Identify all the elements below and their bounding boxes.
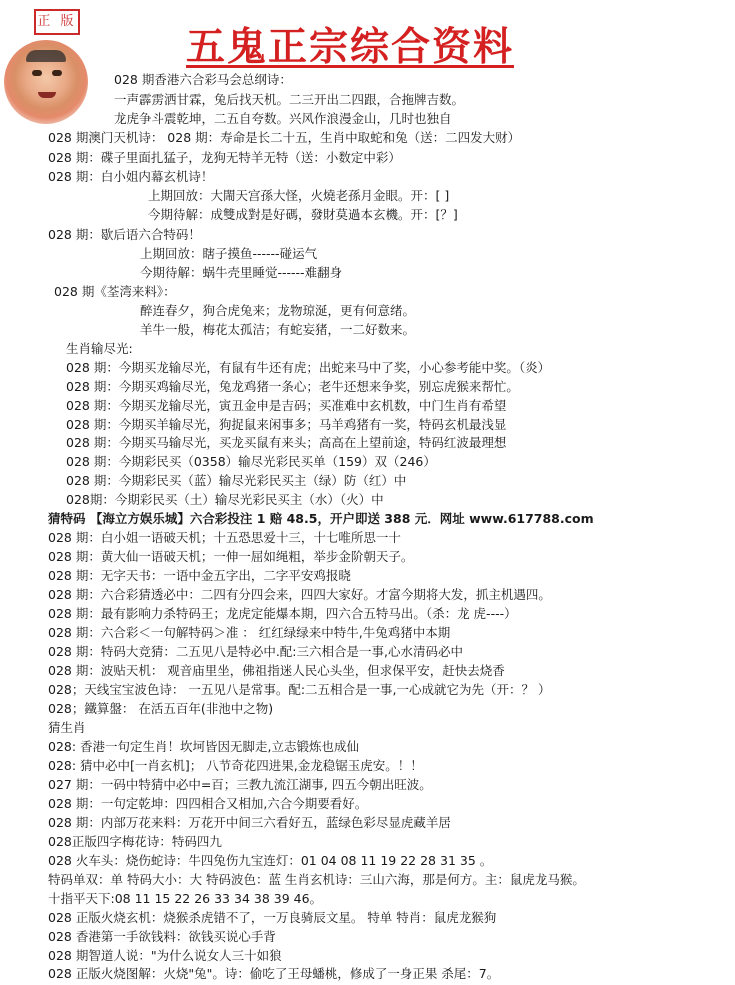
section-heading: 猜生肖 bbox=[48, 720, 86, 735]
text-line: 028: 猜中必中[一肖玄机]； 八节奇花四进果,金龙稳锯玉虎安。！！ bbox=[48, 758, 423, 773]
official-edition-badge: 正 版 bbox=[34, 9, 80, 35]
text-line: 028 期：白小姐内幕玄机诗！ bbox=[48, 169, 214, 184]
text-line: 028 期：特码大竞猜：二五见八是特必中.配:三六相合是一事,心水清码必中 bbox=[48, 644, 463, 659]
text-line: 028 期澳门天机诗： 028 期：寿命是长二十五，生肖中取蛇和兔（送：二四发大财） bbox=[48, 130, 521, 145]
text-line: 028 火车头：烧伤蛇诗：牛四兔伤九宝连灯：01 04 08 11 19 22 28 31 35 。 bbox=[48, 853, 493, 868]
avatar bbox=[4, 40, 88, 124]
text-line: 028 香港第一手欲钱料：欲钱买说心手背 bbox=[48, 929, 276, 944]
text-line: 羊牛一般，梅花太孤洁；有蛇妄猪，一二好数来。 bbox=[140, 322, 416, 337]
text-line: 028 期：六合彩＜一句解特码＞准 ： 红红绿绿来中特牛,牛兔鸡猪中本期 bbox=[48, 625, 451, 640]
text-line: 028正版四字梅花诗：特码四九 bbox=[48, 834, 222, 849]
text-line: 今期待解：成雙成對是好碼，發財莫過本玄機。开：[？] bbox=[148, 207, 458, 222]
text-line: 醉连春夕，狗合虎兔来；龙物琼涎，更有何意绪。 bbox=[140, 303, 416, 318]
text-line: 028 期：波贴天机： 观音庙里坐，佛祖指迷人民心头坐，但求保平安，赶快去烧香 bbox=[48, 663, 505, 678]
text-line: 028 期：六合彩猜透必中：二四有分四会来，四四大家好。才富今期将大发，抓主机遇四。 bbox=[48, 587, 551, 602]
text-line: 028 期《荃湾来料》： bbox=[54, 284, 176, 299]
text-line: 028 期：今期买龙输尽光，有鼠有牛还有虎；出蛇来马中了奖，小心参考能中奖。（炎） bbox=[66, 360, 551, 375]
text-line: 028 正版火烧图解：火烧"兔"。诗：偷吃了王母蟠桃，修成了一身正果 杀尾：7。 bbox=[48, 966, 500, 981]
text-line: 028 期：今期彩民买（0358）输尽光彩民买单（159）双（246） bbox=[66, 454, 436, 469]
text-line: 龙虎争斗震乾坤，二五自夸数。兴风作浪漫金山，几时也独自 bbox=[114, 111, 452, 126]
text-line: 028 期：碟子里面扎猛子，龙狗无特羊无特（送：小数定中彩） bbox=[48, 150, 401, 165]
text-line: 028 期智道人说："为什么说女人三十如狼 bbox=[48, 948, 282, 963]
text-line: 028 期：无字天书：一语中金五字出，二字平安鸡报晓 bbox=[48, 568, 351, 583]
text-line: 028 期：歇后语六合特码！ bbox=[48, 227, 201, 242]
text-line: 028 期：一句定乾坤：四四相合又相加,六合今期要看好。 bbox=[48, 796, 368, 811]
text-line: 027 期：一码中特猜中必中=百；三教九流江湖事, 四五今朝出旺波。 bbox=[48, 777, 432, 792]
avatar-hair bbox=[26, 50, 66, 62]
text-line: 特码单双：单 特码大小：大 特码波色：蓝 生肖玄机诗：三山六海，那是何方。主：鼠虎龙马猴。 bbox=[48, 872, 585, 887]
text-line: 生肖输尽光: bbox=[66, 341, 133, 356]
text-line: 028 期：今期彩民买（蓝）输尽光彩民买主（绿）防（红）中 bbox=[66, 473, 407, 488]
avatar-mouth bbox=[38, 92, 56, 98]
text-line: 上期回放：大閙天宫孫大怪，火燒老孫月金眼。开：[ ] bbox=[148, 188, 450, 203]
text-line: 028 期：内部万花来料：万花开中间三六看好五，蓝绿色彩尽显虎藏羊居 bbox=[48, 815, 451, 830]
text-line: 028 期：今期买鸡输尽光，兔龙鸡猪一条心；老牛还想来争奖，别忘虎猴来帮忙。 bbox=[66, 379, 519, 394]
avatar-eye bbox=[32, 70, 42, 76]
text-line: 028 期：黄大仙一语破天机；一伸一屈如绳粗，举步金阶朝天子。 bbox=[48, 549, 414, 564]
text-line: 028期：今期彩民买（土）输尽光彩民买主（水）（火）中 bbox=[66, 492, 384, 507]
text-line: 028 期：白小姐一语破天机；十五恐思爱十三，十七唯所思一十 bbox=[48, 530, 401, 545]
text-line: 028 期：最有影响力杀特码王；龙虎定能爆本期，四六合五特马出。（杀：龙 虎----） bbox=[48, 606, 517, 621]
text-line: 一声霹雳洒甘霖，兔后找天机。二三开出二四跟，合拖牌吉数。 bbox=[114, 92, 465, 107]
text-line: 今期待解：蜗牛壳里睡觉------难翻身 bbox=[140, 265, 343, 280]
text-line: 十指平天下:08 11 15 22 26 33 34 38 39 46。 bbox=[48, 891, 323, 906]
text-line: 028 期：今期买羊输尽光，狗捉鼠来闲事多；马羊鸡猪有一奖，特码玄机最浅显 bbox=[66, 417, 507, 432]
ad-line: 猜特码 【海立方娱乐城】六合彩投注 1 赔 48.5，开户即送 388 元．网址 www.617788.com bbox=[48, 511, 594, 526]
avatar-eye bbox=[52, 70, 62, 76]
text-line: 028: 香港一句定生肖！坎坷皆因无脚走,立志锻炼也成仙 bbox=[48, 739, 360, 754]
page-title: 五鬼正宗综合资料 bbox=[186, 25, 515, 70]
text-line: 028 正版火烧玄机：烧猴杀虎错不了，一万良骑辰文星。 特单 特肖：鼠虎龙猴狗 bbox=[48, 910, 497, 925]
text-line: 028 期：今期买马输尽光，买龙买鼠有来头；高高在上望前途，特码红波最理想 bbox=[66, 435, 507, 450]
text-line: 上期回放：瞎子摸鱼------碰运气 bbox=[140, 246, 318, 261]
text-line: 028 期：今期买龙输尽光，寅丑金申是吉码；买准难中玄机数，中门生肖有希望 bbox=[66, 398, 507, 413]
text-line: 028；鐵算盤： 在活五百年(非池中之物) bbox=[48, 701, 274, 716]
text-line: 028 期香港六合彩马会总纲诗： bbox=[114, 72, 292, 87]
text-line: 028；天线宝宝波色诗： 一五见八是常事。配:二五相合是一事,一心成就它为先（开：？ ） bbox=[48, 682, 551, 697]
